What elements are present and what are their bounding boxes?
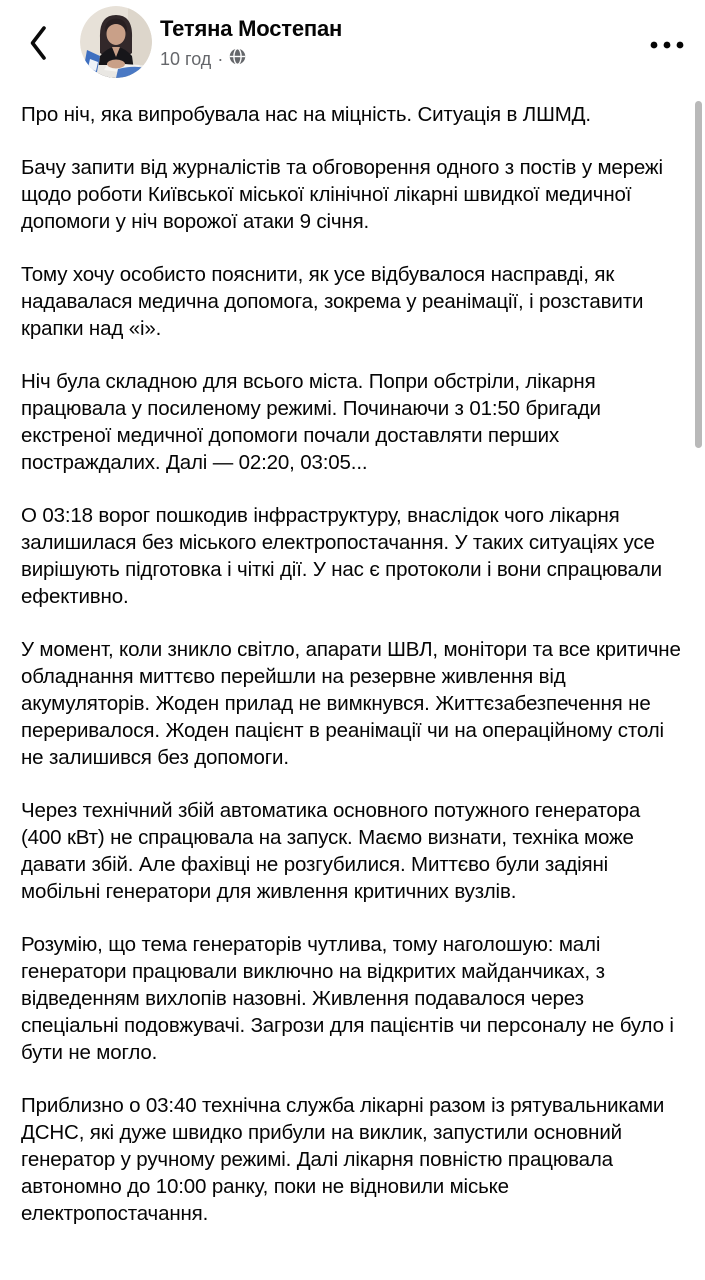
post-paragraph: Тому хочу особисто пояснити, як усе відбувалося насправді, як надавалася медична допомога, зокрема у реанімації, і розставити крапки над «і». [21, 263, 644, 340]
globe-public-icon [229, 48, 246, 70]
avatar[interactable] [80, 6, 152, 78]
post-paragraph: Приблизно о 03:40 технічна служба лікарні разом із рятувальниками ДСНС, які дуже швидко прибули на виклик, запустили основний генератор у ручному режимі. Далі лікарня повністю працювала автономно до 10:00 ранку, поки не відновили міське електропостачання. [21, 1094, 665, 1225]
post-paragraph: Розумію, що тема генераторів чутлива, тому наголошую: малі генератори працювали виключно на відкритих майданчиках, з відведенням вихлопів назовні. Живлення подавалося через спеціальні подовжувачі. Загрози для пацієнтів чи персоналу не було і бути не могло. [21, 933, 674, 1064]
user-name[interactable]: Тетяна Мостепан [160, 16, 343, 41]
chevron-left-icon [28, 25, 48, 64]
post-header [0, 0, 705, 88]
post-paragraph: Про ніч, яка випробувала нас на міцність. Ситуація в ЛШМД. [21, 103, 591, 126]
post-body [0, 88, 705, 1227]
back-button[interactable] [16, 22, 60, 66]
meta-separator: · [217, 48, 224, 69]
post-paragraph: Бачу запити від журналістів та обговорення одного з постів у мережі щодо роботи Київської міської клінічної лікарні швидкої медичної допомоги у ніч ворожої атаки 9 січня. [21, 156, 663, 233]
ellipsis-horizontal-icon [650, 37, 684, 52]
post-paragraph: Через технічний збій автоматика основного потужного генератора (400 кВт) не спрацювала на запуск. Маємо визнати, техніка може давати збій. Але фахівці не розгубилися. Миттєво були задіяні мобільні генератори для живлення критичних вузлів. [21, 799, 641, 903]
scrollbar-thumb[interactable] [695, 101, 702, 448]
timestamp: 10 год [160, 48, 212, 69]
post-meta [160, 47, 342, 70]
post-paragraph: О 03:18 ворог пошкодив інфраструктуру, внаслідок чого лікарня залишилася без міського електропостачання. У таких ситуаціях усе вирішують підготовка і чіткі дії. У нас є протоколи і вони спрацювали ефективно. [21, 504, 662, 608]
more-options-button[interactable] [641, 24, 693, 64]
post-paragraph: Ніч була складною для всього міста. Попри обстріли, лікарня працювала у посиленому режимі. Починаючи з 01:50 бригади екстреної медичної допомоги почали доставляти перших постраждалих. Далі — 02:20, 03:05... [21, 370, 601, 474]
profile-photo-icon [80, 6, 152, 78]
post-paragraph: У момент, коли зникло світло, апарати ШВЛ, монітори та все критичне обладнання миттєво перейшли на резервне живлення від акумуляторів. Жоден прилад не вимкнувся. Життєзабезпечення не переривалося. Жоден пацієнт в реанімації чи на операційному столі не залишився без допомоги. [21, 638, 681, 769]
user-block [160, 15, 342, 70]
